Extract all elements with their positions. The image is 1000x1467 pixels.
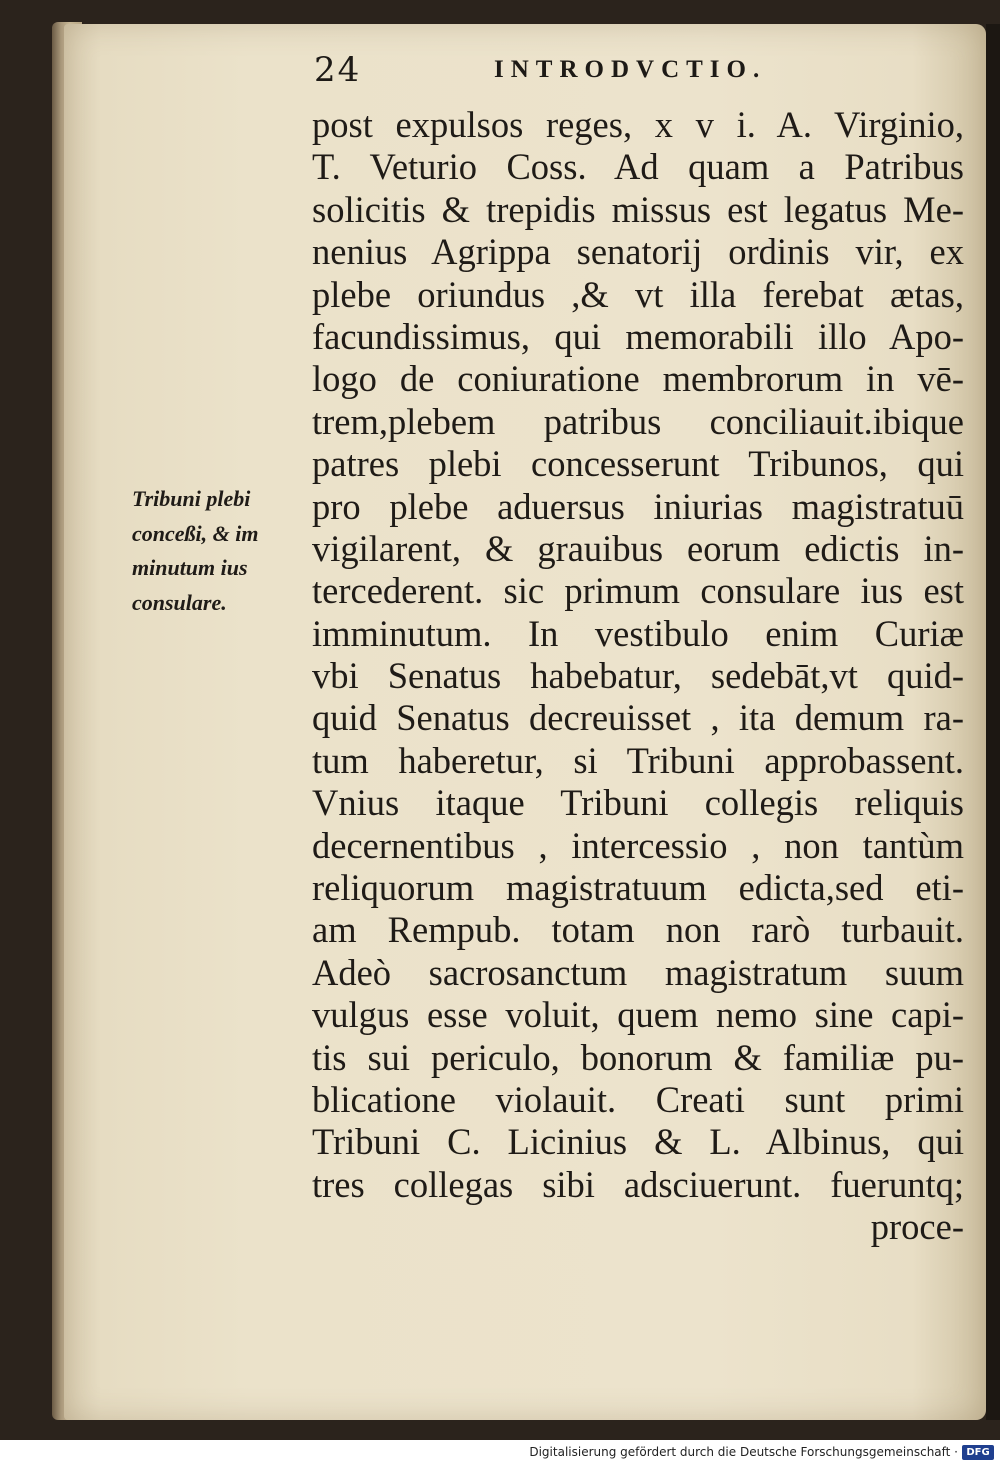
body-line: vbi Senatus habebatur, sedebāt,vt quid- (312, 655, 964, 697)
marginal-note-line: minutum ius (132, 555, 248, 580)
catchword: proce- (870, 1206, 964, 1248)
funding-credit: Digitalisierung gefördert durch die Deutsche Forschungsgemeinschaft · (529, 1445, 958, 1459)
body-line: reliquorum magistratuum edicta,sed eti- (312, 867, 964, 909)
body-line: Tribuni C. Licinius & L. Albinus, qui (312, 1121, 964, 1163)
body-line: blicatione violauit. Creati sunt primi (312, 1078, 964, 1120)
body-line: tum haberetur, si Tribuni approbassent. (312, 739, 964, 781)
body-line: tres collegas sibi adsciuerunt. fueruntq; (312, 1163, 964, 1205)
footer-bar (0, 1440, 1000, 1467)
body-line: solicitis & trepidis missus est legatus Me- (312, 188, 964, 230)
marginal-note (132, 482, 297, 620)
dfg-logo: DFG (962, 1445, 994, 1460)
body-line: Vnius itaque Tribuni collegis reliquis (312, 782, 964, 824)
body-line: post expulsos reges, x v i. A. Virginio, (312, 104, 964, 145)
body-text (312, 104, 964, 1249)
page-number: 24 (314, 50, 362, 90)
body-line: tercederent. sic primum consulare ius est (312, 570, 964, 612)
running-head: INTRODVCTIO. (494, 56, 767, 83)
marginal-note-line: conceßi, & im (132, 520, 259, 546)
body-line: am Rempub. totam non rarò turbauit. (312, 909, 964, 951)
body-line: nenius Agrippa senatorij ordinis vir, ex (312, 231, 964, 273)
body-line: pro plebe aduersus iniurias magistratuū (312, 485, 964, 527)
body-line: facundissimus, qui memorabili illo Apo- (312, 315, 964, 357)
body-line: vigilarent, & grauibus eorum edictis in- (312, 527, 964, 569)
marginal-note-line: consulare. (132, 589, 227, 615)
body-line: Adeò sacrosanctum magistratum suum (312, 951, 964, 993)
body-line: patres plebi concesserunt Tribunos, qui (312, 443, 964, 485)
body-line: trem,plebem patribus conciliauit.ibique (312, 400, 964, 442)
marginal-note-line: Tribuni plebi (132, 486, 251, 511)
right-gutter (986, 24, 1000, 1420)
body-line: tis sui periculo, bonorum & familiæ pu- (312, 1036, 964, 1078)
body-line: imminutum. In vestibulo enim Curiæ (312, 612, 964, 654)
body-line: T. Veturio Coss. Ad quam a Patribus (312, 146, 964, 188)
page-header (314, 50, 974, 96)
body-line: vulgus esse voluit, quem nemo sine capi- (312, 994, 964, 1036)
body-line: quid Senatus decreuisset , ita demum ra- (312, 697, 964, 739)
body-line: plebe oriundus ,& vt illa ferebat ætas, (312, 273, 964, 315)
body-line: decernentibus , intercessio , non tantùm (312, 824, 964, 866)
body-line: logo de coniuratione membrorum in vē- (312, 358, 964, 400)
